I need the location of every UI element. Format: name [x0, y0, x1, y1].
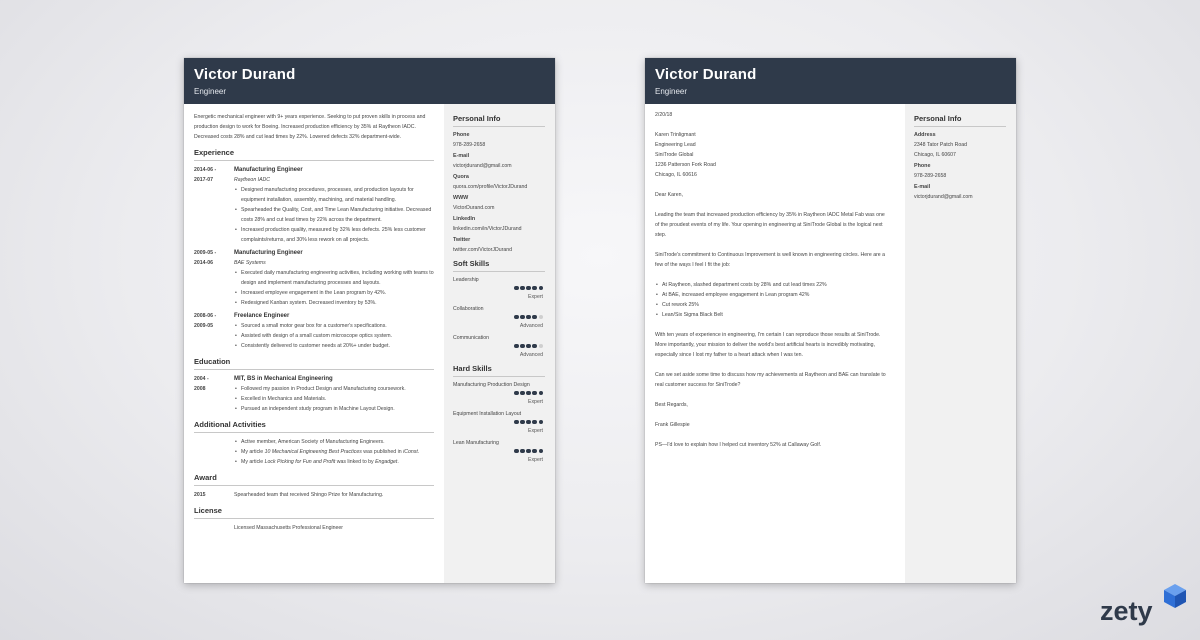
letter-bullet: • Cut rework 25% [662, 300, 890, 310]
rating-dot-filled [526, 420, 531, 425]
www-value: VictorDurand.com [453, 205, 495, 211]
skill-level: Expert [528, 457, 543, 463]
skill-rating [453, 448, 545, 456]
letter-name: Victor Durand [655, 66, 757, 83]
education-bullet: • Excelled in Mechanics and Materials. [241, 394, 434, 404]
license-heading: License [194, 506, 434, 519]
letter-body [655, 110, 890, 460]
skill-rating [453, 285, 545, 293]
rating-dot-filled [520, 449, 525, 454]
rating-dot-filled [514, 449, 519, 454]
skill-rating [453, 419, 545, 427]
experience-heading: Experience [194, 148, 434, 161]
experience-dates: 2014-06 - 2017-07 [194, 167, 217, 183]
twitter-value: twitter.com/VictorJDurand [453, 247, 513, 253]
skill-item [453, 409, 545, 436]
activities-heading: Additional Activities [194, 420, 434, 433]
skill-level: Advanced [519, 323, 543, 329]
license-text: Licensed Massachusetts Professional Engineer [234, 525, 343, 531]
education-bullet: • Pursued an independent study program in Machine Layout Design. [241, 404, 434, 414]
education-heading: Education [194, 357, 434, 370]
quora-label: Quora [453, 174, 469, 180]
rating-dot-filled [514, 344, 519, 349]
education-dates: 2004 - 2008 [194, 376, 209, 392]
skill-item [453, 304, 545, 331]
recipient-line: Karen Trinligmant [655, 132, 696, 138]
closing: Best Regards, [655, 402, 688, 408]
recipient-address [655, 130, 890, 180]
letter-bullet: • At Raytheon, slashed department costs by 28% and cut lead times 22% [662, 280, 890, 290]
award-year: 2015 [194, 492, 206, 498]
rating-dot-filled [532, 420, 537, 425]
twitter-label: Twitter [453, 237, 471, 243]
experience-body [234, 165, 434, 245]
address-line: 2348 Tator Patch Road [914, 142, 967, 148]
rating-dot-filled [532, 315, 537, 320]
skill-level: Advanced [519, 352, 543, 358]
skill-rating [453, 343, 545, 351]
experience-list [194, 165, 434, 351]
rating-dot-empty [539, 344, 544, 349]
letter-personal-info-heading: Personal Info [914, 114, 1006, 127]
rating-dot-filled [514, 420, 519, 425]
award-text: Spearheaded team that received Shingo Prize for Manufacturing. [234, 492, 384, 498]
rating-dot-filled [539, 391, 544, 396]
letter-paragraph: With ten years of experience in engineering, I'm certain I can reproduce those results at SiniTrode. More importantly, your mission to deliver the world's best artificial hearts is incredibly motivating, especially since I lost my father to a heart attack when I was ten. [655, 332, 881, 358]
letter-bullet: • Lean/Six Sigma Black Belt [662, 310, 890, 320]
letter-sidebar [905, 104, 1016, 583]
personal-info-heading: Personal Info [453, 114, 545, 127]
skill-item [453, 275, 545, 302]
rating-dot-filled [526, 315, 531, 320]
job-title: Manufacturing Engineer [234, 167, 303, 173]
rating-dot-empty [539, 315, 544, 320]
experience-bullet: • Assisted with design of a small custom microscope optics system. [241, 331, 434, 341]
resume-sidebar [444, 104, 555, 583]
activities-list [194, 437, 434, 467]
signature: Frank Gillespie [655, 422, 690, 428]
letter-bullet: • At BAE, increased employee engagement in Lean program 42% [662, 290, 890, 300]
rating-dot-filled [539, 286, 544, 291]
rating-dot-filled [532, 344, 537, 349]
award-heading: Award [194, 473, 434, 486]
address-label: Address [914, 132, 936, 138]
rating-dot-filled [514, 286, 519, 291]
hard-skills-list [453, 380, 545, 465]
company-name: BAE Systems [234, 260, 266, 266]
experience-bullet: • Executed daily manufacturing engineering activities, including working with teams to design and implement manufacturing processes and layouts. [241, 268, 434, 288]
rating-dot-filled [520, 315, 525, 320]
skill-level: Expert [528, 399, 543, 405]
skill-rating [453, 314, 545, 322]
activity-bullet: • My article 10 Mechanical Engineering Best Practices was published in iConst. [241, 447, 434, 457]
rating-dot-filled [514, 315, 519, 320]
skill-level: Expert [528, 294, 543, 300]
linkedin-label: LinkedIn [453, 216, 476, 222]
phone-value: 978-289-2658 [453, 142, 486, 148]
experience-entry [194, 311, 434, 351]
experience-bullet: • Increased production quality, measured by 32% less defects. 25% less customer complaints/returns, and 30% less rework on all projects. [241, 225, 434, 245]
experience-dates: 2009-05 - 2014-06 [194, 250, 217, 266]
experience-entry [194, 248, 434, 308]
cube-icon [1164, 584, 1186, 608]
award-entry [194, 490, 434, 500]
skill-name: Lean Manufacturing [453, 440, 499, 446]
www-label: WWW [453, 195, 469, 201]
rating-dot-filled [539, 420, 544, 425]
activity-bullet: • Active member, American Society of Manufacturing Engineers. [241, 437, 434, 447]
rating-dot-filled [526, 344, 531, 349]
experience-body [234, 311, 434, 351]
experience-entry [194, 165, 434, 245]
address-line: Chicago, IL 60607 [914, 152, 956, 158]
quora-value: quora.com/profile/VictorJDurand [453, 184, 528, 190]
resume-page [184, 58, 555, 583]
resume-name: Victor Durand [194, 66, 296, 83]
letter-paragraph: SiniTrode's commitment to Continuous Improvement is well known in engineering circles. Here are a few of the ways I feel I fit the job: [655, 252, 886, 268]
experience-bullet: • Redesigned Kanban system. Decreased inventory by 53%. [241, 298, 434, 308]
skill-rating [453, 390, 545, 398]
experience-dates: 2008-06 - 2009-05 [194, 313, 217, 329]
experience-bullet: • Designed manufacturing procedures, processes, and production layouts for equipment installation, assembly, machining, and material handling. [241, 185, 434, 205]
experience-bullets [234, 185, 434, 245]
company-name: Raytheon IADC [234, 177, 271, 183]
rating-dot-filled [526, 391, 531, 396]
postscript: PS—I'd love to explain how I helped cut inventory 52% at Callaway Golf. [655, 442, 822, 448]
recipient-line: SiniTrode Global [655, 152, 694, 158]
resume-main [194, 112, 434, 533]
experience-body [234, 248, 434, 308]
letter-phone-value: 978-289-2658 [914, 173, 947, 179]
letter-header [645, 58, 1016, 104]
email-value: victorjdurand@gmail.com [453, 163, 512, 169]
zety-logo [1100, 584, 1190, 626]
skill-item [453, 380, 545, 407]
rating-dot-filled [526, 286, 531, 291]
resume-job-title: Engineer [194, 87, 227, 96]
skill-item [453, 438, 545, 465]
education-entry [194, 374, 434, 414]
rating-dot-filled [514, 391, 519, 396]
letter-date: 2/20/18 [655, 112, 673, 118]
email-label: E-mail [453, 153, 470, 159]
job-title: Manufacturing Engineer [234, 250, 303, 256]
education-bullet: • Followed my passion in Product Design and Manufacturing coursework. [241, 384, 434, 394]
rating-dot-filled [539, 449, 544, 454]
rating-dot-filled [520, 286, 525, 291]
skill-name: Communication [453, 335, 490, 341]
letter-paragraph: Leading the team that increased production efficiency by 35% in Raytheon IADC Metal Fab was one of the proudest events of my life. Your opening in engineering at SiniTrode Global is the logical next step. [655, 212, 885, 238]
soft-skills-list [453, 275, 545, 360]
soft-skills-heading: Soft Skills [453, 259, 545, 272]
skill-level: Expert [528, 428, 543, 434]
letter-job-title: Engineer [655, 87, 688, 96]
letter-email-label: E-mail [914, 184, 931, 190]
phone-label: Phone [453, 132, 470, 138]
rating-dot-filled [520, 391, 525, 396]
skill-name: Equipment Installation Layout [453, 411, 522, 417]
experience-bullet: • Sourced a small motor gear box for a customer's specifications. [241, 321, 434, 331]
resume-summary: Energetic mechanical engineer with 9+ years experience. Seeking to put proven skills in process and production design to work for Boeing. Increased production efficiency by 35% at Raytheon IADC. Decreased costs 28% and cut lead times by 22%. Lowered defects 32% department-wide. [194, 114, 426, 140]
experience-bullet: • Spearheaded the Quality, Cost, and Time Lean Manufacturing initiative. Decreased costs 28% and cut lead times by 22% across the department. [241, 205, 434, 225]
experience-bullets [234, 268, 434, 308]
zety-logo-text: zety [1100, 596, 1153, 626]
job-title: Freelance Engineer [234, 313, 290, 319]
rating-dot-filled [532, 449, 537, 454]
skill-name: Collaboration [453, 306, 484, 312]
rating-dot-filled [520, 420, 525, 425]
recipient-line: 1236 Patterson Fork Road [655, 162, 716, 168]
cover-letter-page [645, 58, 1016, 583]
letter-email-value: victorjdurand@gmail.com [914, 194, 973, 200]
skill-name: Manufacturing Production Design [453, 382, 530, 388]
recipient-line: Chicago, IL 60616 [655, 172, 697, 178]
rating-dot-filled [532, 391, 537, 396]
linkedin-value: linkedin.com/in/VictorJDurand [453, 226, 522, 232]
education-degree: MIT, BS in Mechanical Engineering [234, 376, 333, 382]
experience-bullet: • Increased employee engagement in the Lean program by 42%. [241, 288, 434, 298]
skill-name: Leadership [453, 277, 479, 283]
hard-skills-heading: Hard Skills [453, 364, 545, 377]
letter-phone-label: Phone [914, 163, 931, 169]
activity-bullet: • My article Lock Picking for Fun and Profit was linked to by Engadget. [241, 457, 434, 467]
rating-dot-filled [532, 286, 537, 291]
experience-bullets [234, 321, 434, 351]
rating-dot-filled [520, 344, 525, 349]
salutation: Dear Karen, [655, 192, 683, 198]
letter-paragraph: Can we set aside some time to discuss how my achievements at Raytheon and BAE can translate to real customer success for SiniTrode? [655, 372, 886, 388]
skill-item [453, 333, 545, 360]
recipient-line: Engineering Lead [655, 142, 696, 148]
experience-bullet: • Consistently delivered to customer needs at 20%+ under budget. [241, 341, 434, 351]
resume-header [184, 58, 555, 104]
rating-dot-filled [526, 449, 531, 454]
letter-bullets [655, 280, 890, 320]
